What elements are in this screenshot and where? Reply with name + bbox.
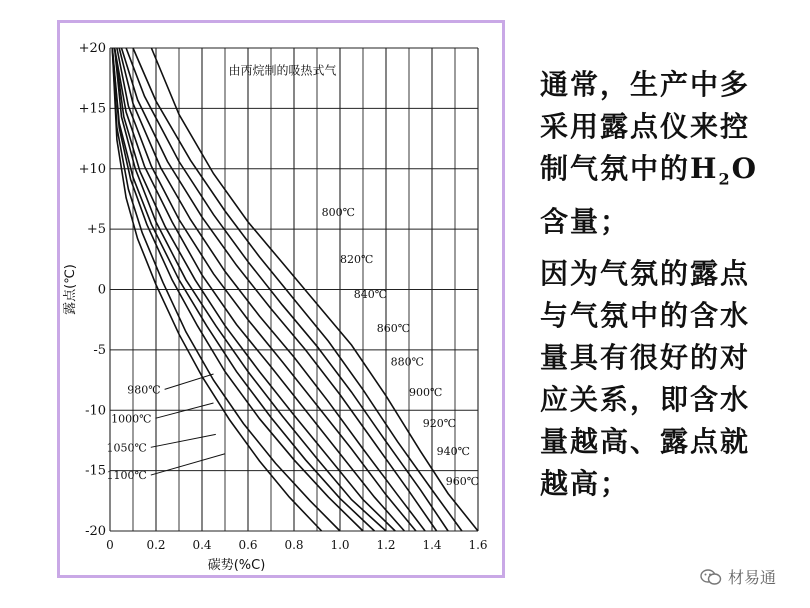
text-line: 量越高、露点就 bbox=[540, 424, 751, 458]
series-label: 920℃ bbox=[422, 417, 457, 431]
series-label: 960℃ bbox=[445, 475, 480, 489]
y-tick-label: -20 bbox=[85, 524, 106, 539]
series-label: 900℃ bbox=[409, 385, 443, 399]
text-line: 通常，生产中多 bbox=[540, 68, 751, 101]
paragraph-relation bbox=[540, 253, 790, 505]
x-tick-label: 0 bbox=[106, 538, 114, 552]
y-axis-label: 露点(℃) bbox=[63, 264, 78, 315]
series-label: 820℃ bbox=[340, 252, 374, 266]
wechat-icon bbox=[700, 568, 722, 586]
y-tick-label: -5 bbox=[93, 342, 106, 358]
series-label: 800℃ bbox=[321, 205, 355, 219]
watermark bbox=[700, 565, 776, 588]
chart-frame bbox=[57, 20, 505, 578]
x-tick-label: 0.2 bbox=[146, 538, 166, 552]
series-label: 840℃ bbox=[353, 287, 388, 301]
x-tick-label: 0.6 bbox=[238, 538, 258, 552]
series-label: 1100℃ bbox=[106, 469, 147, 483]
text-panel bbox=[540, 64, 790, 515]
x-tick-label: 1.4 bbox=[422, 538, 442, 552]
series-label: 940℃ bbox=[436, 444, 470, 458]
text-line: 含量； bbox=[540, 204, 631, 238]
series-label: 880℃ bbox=[390, 355, 424, 369]
x-tick-label: 1.6 bbox=[468, 538, 488, 552]
text-line: 采用露点仪来控 bbox=[540, 110, 751, 143]
series-label: 860℃ bbox=[376, 321, 411, 335]
o-symbol: O bbox=[731, 152, 759, 185]
paragraph-control bbox=[540, 64, 790, 243]
series-label: 1000℃ bbox=[111, 412, 152, 426]
x-tick-label: 1.0 bbox=[330, 538, 350, 552]
text-line-h2o bbox=[540, 148, 790, 201]
x-tick-label: 1.2 bbox=[376, 538, 396, 552]
text-line: 因为气氛的露点 bbox=[540, 256, 751, 290]
watermark-text: 材易通 bbox=[728, 568, 777, 587]
text-line: 越高； bbox=[540, 466, 631, 500]
y-tick-label: -15 bbox=[85, 463, 106, 479]
y-tick-label: 0 bbox=[97, 282, 106, 298]
y-tick-label: +15 bbox=[78, 101, 106, 117]
series-leader-line bbox=[151, 434, 216, 447]
series-leader-line bbox=[151, 454, 225, 475]
series-label: 980℃ bbox=[127, 383, 161, 397]
text-line: 与气氛中的含水 bbox=[540, 298, 751, 332]
y-tick-label: +5 bbox=[86, 222, 106, 238]
text-line: 量具有很好的对 bbox=[540, 340, 751, 374]
y-tick-label: +10 bbox=[78, 161, 106, 177]
h-symbol: H bbox=[690, 152, 719, 185]
chart-title: 由丙烷制的吸热式气 bbox=[228, 63, 337, 78]
x-tick-label: 0.4 bbox=[192, 538, 212, 552]
y-tick-label: -10 bbox=[85, 403, 106, 419]
y-tick-label: +20 bbox=[78, 41, 106, 56]
subscript-2: 2 bbox=[718, 169, 732, 189]
text-segment: 制气氛中的 bbox=[540, 152, 691, 185]
x-axis-label: 碳势(%C) bbox=[207, 558, 266, 573]
dew-point-chart bbox=[60, 23, 502, 575]
x-tick-label: 0.8 bbox=[284, 538, 304, 552]
series-label: 1050℃ bbox=[106, 441, 147, 455]
text-line: 应关系，即含水 bbox=[540, 382, 751, 416]
